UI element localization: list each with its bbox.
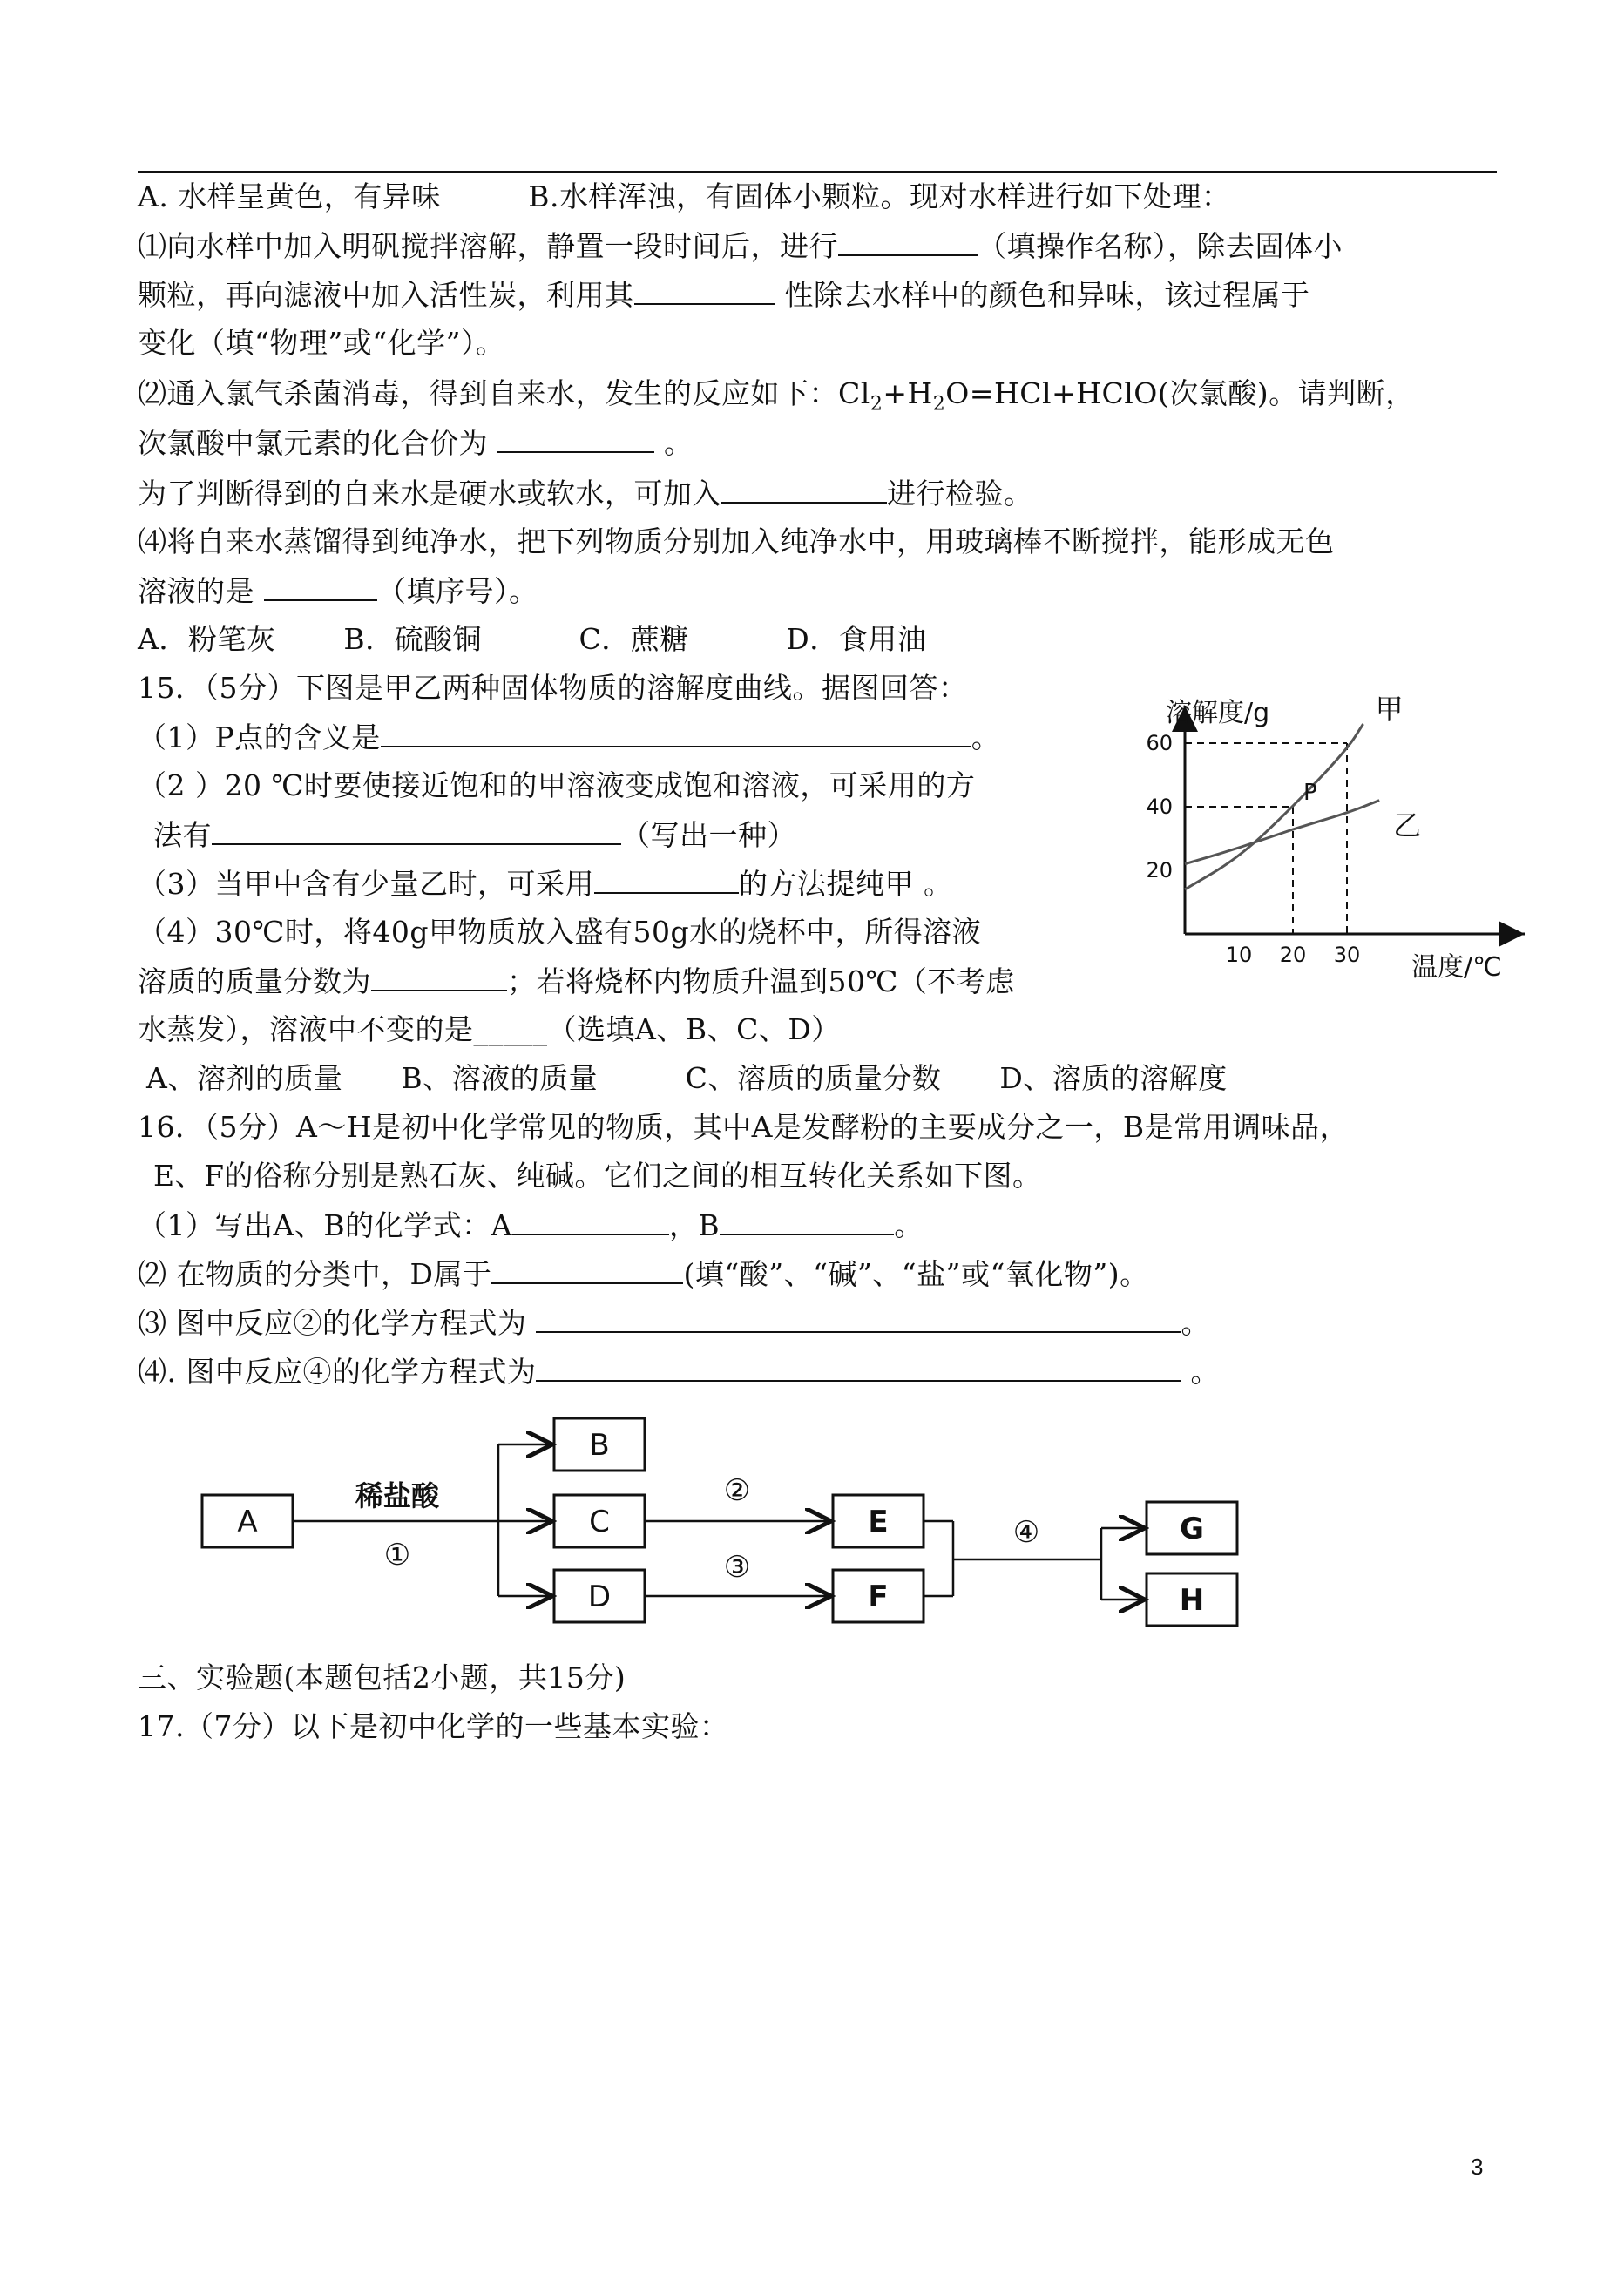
x-tick-label: 20: [1279, 943, 1307, 967]
answer-blank-operation[interactable]: [838, 228, 978, 256]
y-axis-label: 溶解度/g: [1166, 698, 1270, 728]
chart-marks: [1185, 693, 1421, 934]
label-c: C: [589, 1505, 610, 1539]
answer-blank-purify[interactable]: [594, 866, 739, 894]
q17-title: 17.（7分）以下是初中化学的一些基本实验：: [138, 1709, 729, 1743]
answer-blank-choice[interactable]: [264, 573, 377, 601]
answer-blank-p-meaning[interactable]: [381, 720, 971, 747]
x-tick-label: 30: [1333, 943, 1361, 967]
label-b: B: [589, 1428, 610, 1463]
q16-part2: ⑵ 在物质的分类中，D属于 (填“酸”、“碱”、“盐”或“氧化物”)。: [138, 1257, 1149, 1291]
q14-line2: 颗粒，再向滤液中加入活性炭，利用其 性除去水样中的颜色和异味，该过程属于: [138, 278, 1310, 312]
q15-part2: （2 ）20 ℃时要使接近饱和的甲溶液变成饱和溶液，可采用的方: [138, 768, 976, 802]
q16-part4: ⑷. 图中反应④的化学方程式为 。: [138, 1355, 1220, 1389]
q15-part1: （1）P点的含义是 。: [138, 720, 1001, 754]
q15-part3: （3）当甲中含有少量乙时，可采用 的方法提纯甲 。: [138, 867, 953, 901]
label-a: A: [237, 1505, 258, 1539]
x-tick-label: 10: [1225, 943, 1253, 967]
q16-line1: 16．（5分）A～H是初中化学常见的物质，其中A是发酵粉的主要成分之一，B是常用调味品，: [138, 1110, 1350, 1144]
q16-part1: （1）写出A、B的化学式：A ，B 。: [138, 1208, 924, 1242]
q15-options: A、溶剂的质量 B、溶液的质量 C、溶质的质量分数 D、溶质的溶解度: [146, 1061, 1228, 1095]
chart-axes: [1146, 706, 1525, 967]
q16-part3: ⑶ 图中反应②的化学方程式为 。: [138, 1306, 1210, 1340]
reaction-3-label: ③: [723, 1550, 751, 1585]
answer-blank-property[interactable]: [634, 277, 775, 305]
point-p-label: P: [1303, 780, 1317, 806]
q15-part4-cont: 溶质的质量分数为 ；若将烧杯内物质升温到50℃（不考虑: [138, 964, 1015, 998]
q14-line5: 次氯酸中氯元素的化合价为 。: [138, 426, 694, 460]
q14-line7: ⑷将自来水蒸馏得到纯净水，把下列物质分别加入纯净水中，用玻璃棒不断搅拌，能形成无色: [138, 524, 1335, 558]
series-curve-yi: [1185, 801, 1379, 864]
page-number: 3: [1471, 2154, 1484, 2180]
answer-blank-reagent[interactable]: [721, 476, 887, 504]
y-tick-label: 40: [1146, 795, 1173, 819]
answer-blank-formula-b[interactable]: [720, 1207, 894, 1235]
conversion-diagram: [174, 1394, 1272, 1647]
answer-blank-mass-fraction[interactable]: [371, 964, 507, 991]
x-axis-label: 温度/℃: [1411, 952, 1502, 983]
reaction-2-label: ②: [723, 1473, 751, 1508]
q15-part4-cont2: 水蒸发），溶液中不变的是_____（选填A、B、C、D）: [138, 1012, 841, 1046]
series-label-jia: 甲: [1375, 693, 1404, 727]
y-tick-label: 20: [1146, 858, 1173, 883]
section3-title: 三、实验题(本题包括2小题，共15分): [138, 1661, 626, 1694]
q14-line3: 变化（填“物理”或“化学”）。: [138, 326, 505, 360]
label-h: H: [1179, 1583, 1205, 1618]
reagent-label: 稀盐酸: [355, 1479, 440, 1512]
q16-line2: E、F的俗称分别是熟石灰、纯碱。它们之间的相互转化关系如下图。: [153, 1159, 1042, 1193]
solubility-chart: [1124, 680, 1533, 1002]
reaction-4-label: ④: [1012, 1515, 1040, 1550]
label-e: E: [868, 1505, 889, 1539]
answer-blank-method[interactable]: [212, 817, 621, 845]
q15-title: 15．（5分）下图是甲乙两种固体物质的溶解度曲线。据图回答：: [138, 671, 968, 705]
q15-part4: （4）30℃时，将40g甲物质放入盛有50g水的烧杯中，所得溶液: [138, 915, 982, 949]
q14-line6: 为了判断得到的自来水是硬水或软水，可加入 进行检验。: [138, 477, 1033, 511]
header-rule: [138, 171, 1497, 173]
reaction-1-label: ①: [383, 1538, 411, 1573]
answer-blank-valence[interactable]: [497, 425, 654, 453]
answer-blank-equation-4[interactable]: [536, 1354, 1181, 1382]
q15-part2-cont: 法有 （写出一种）: [153, 818, 796, 852]
q14-line1: ⑴向水样中加入明矾搅拌溶解，静置一段时间后，进行 （填操作名称），除去固体小: [138, 229, 1343, 263]
q14-line8: 溶液的是 （填序号）。: [138, 574, 538, 608]
q14-options-ab: A. 水样呈黄色，有异味 B.水样浑浊，有固体小颗粒。现对水样进行如下处理：: [138, 179, 1231, 213]
series-label-yi: 乙: [1393, 808, 1422, 842]
answer-blank-equation-2[interactable]: [536, 1305, 1181, 1333]
q14-options: A．粉笔灰 B．硫酸铜 C．蔗糖 D．食用油: [138, 622, 927, 656]
answer-blank-classification[interactable]: [491, 1256, 683, 1284]
answer-blank-formula-a[interactable]: [512, 1207, 669, 1235]
label-g: G: [1180, 1512, 1204, 1546]
y-tick-label: 60: [1146, 731, 1173, 755]
q14-line4: ⑵通入氯气杀菌消毒，得到自来水，发生的反应如下：$Cl_2+H_2O=HCl+HClO$(次氯酸)。请判断，: [138, 376, 1415, 416]
label-d: D: [587, 1579, 612, 1614]
label-f: F: [868, 1579, 889, 1614]
